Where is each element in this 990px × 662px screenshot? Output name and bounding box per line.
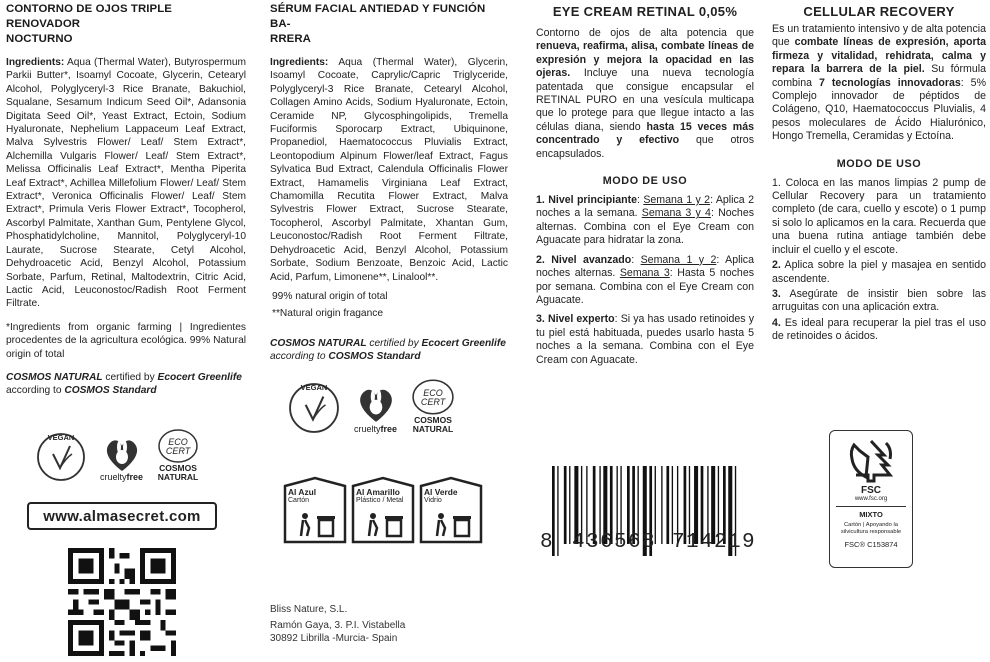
barcode-digits-right: 714219 [672, 531, 757, 554]
product-title-1: CONTORNO DE OJOS TRIPLE RENOVADOR NOCTURNO [6, 3, 173, 45]
barcode-digits-left: 436568 [572, 531, 657, 554]
eye-cream-column [536, 0, 754, 367]
cellular-recovery-column [772, 0, 986, 344]
usage-step-2: 2. Aplica sobre la piel y masajea en sentido ascendente. [772, 259, 986, 285]
product-title-3: EYE CREAM RETINAL 0,05% [552, 4, 738, 19]
ingredients-text: Ingredients: Aqua (Thermal Water), Glycerin, Isoamyl Cocoate, Caprylic/Capric Triglyceride, Polyglyceryl-3 Rice Branate, Cetearyl Alcohol, Collagen Amino Acids, Sodium Hyaluronate, Ectoin, Ceramide NP, Glycosphingolipids, Tremella Fuciformis Sporocarp Extract, Ubiquinone, Propanediol, Haematococcus Pluvialis Extract, Leontopodium Alpinum Flower/leaf Extract, Fagus Sylvatica Bud Extract, Calendula Officinalis Flower Extract, Hamamelis Virginiana Leaf Extract, Chamomilla Recutita Flower Extract, Malva Sylvestris Flower Extract, Sucrose Stearate, Tocopherol, Ascorbyl Palmitate, Xhantan Gum, Leuconostoc/Radish Root Ferment Filtrate, Dehydroacetic Acid, Benzyl Alcohol, Potassium Sorbate, Sodium Benzoate, Benzoic Acid, Lactic Acid, Parfum, Limonene**, Linalool**. [270, 57, 508, 283]
cosmos-cert-text: COSMOS NATURAL certified by Ecocert Greenlife according to COSMOS Standard [6, 371, 242, 397]
vegan-icon: VEGAN [36, 432, 86, 482]
usage-heading: MODO DE USO [602, 175, 688, 188]
ecocert-icon: ECO CERT COSMOS NATURAL [157, 428, 199, 482]
recycling-guide [283, 476, 483, 544]
fragrance-note: **Natural origin fragance [272, 308, 383, 320]
company-address: Bliss Nature, S.L. Ramón Gaya, 3. P.I. Vistabella 30892 Librilla -Murcia- Spain [270, 604, 406, 644]
usage-heading: MODO DE USO [836, 157, 922, 170]
cruelty-free-icon: crueltyfree [354, 385, 397, 434]
ingredients-text: Ingredients: Aqua (Thermal Water), Butyrospermum Parkii Butter*, Isoamyl Cocoate, Glycerin, Cetearyl Alcohol, Polyglyceryl-3 Rice Branate, Bakuchiol, Squalane, Sesamum Indicum Seed Oil*, Adansonia Digitata Seed Oil*, Yeast Extract, Ectoin, Sodium Hyaluronate, Nephelium Lappaceum Leaf Extract, Malva Sylvestris Flower/ Leaf/ Stem Extract*, Alchemilla Vulgaris Flower/ Leaf/ Stem Extract*, Melissa Officinalis Leaf Extract*, Mentha Piperita Leaf Extract*, Achillea Millefolium Flower/ Leaf/ Stem Extract*, Veronica Officinalis Flower/ Leaf/ Stem Extract*, Primula Veris Flower Extract*, Tocopherol, Ascorbyl Palmitate, Xanthan Gum, Pentylene Glycol, Phosphatidylcholine, Mannitol, Polyglyceryl-10 Laurate, Sucrose Stearate, Cetyl Alcohol, Dehydroacetic Acid, Benzyl Alcohol, Potassium Sorbate, Parfum, Retinal, Maltodextrin, Citric Acid, Lactic Acid, Leuconostoc/Radish Root Ferment Filtrate. [6, 57, 246, 310]
vegan-icon: VEGAN [288, 382, 340, 434]
recycling-box-green: Al Verde Vidrio [419, 476, 483, 544]
barcode-digit-prefix: 8 [540, 531, 555, 554]
ecocert-icon: ECO CERT COSMOS NATURAL [411, 378, 455, 434]
cert-logos-1 [36, 428, 199, 482]
usage-step-4: 4. Es ideal para recuperar la piel tras el uso de retinoides o ácidos. [772, 316, 986, 343]
product-title-2: SÉRUM FACIAL ANTIEDAD Y FUNCIÓN BA- RRERA [270, 3, 486, 45]
cert-logos-2 [288, 378, 455, 434]
cosmos-cert-text: COSMOS NATURAL certified by Ecocert Greenlife according to COSMOS Standard [270, 337, 506, 363]
usage-step-2: 2. Nivel avanzado: Semana 1 y 2: Aplica noches alternas. Semana 3: Hasta 5 noches por semana. Combina con el Eye Cream con Aguacate. [536, 253, 755, 306]
fsc-tree-icon [848, 437, 894, 483]
product-title-4: CELLULAR RECOVERY [803, 4, 955, 19]
usage-step-3: 3. Nivel experto: Si ya has usado retinoides y tu piel está habituada, puedes usarlo hasta 5 noches a la semana. Combina con el Eye Cream con Aguacate. [536, 313, 754, 366]
qr-code[interactable] [68, 548, 176, 656]
recycling-box-yellow: Al Amarillo Plástico / Metal [351, 476, 415, 544]
usage-step-3: 3. Asegúrate de insistir bien sobre las arruguitas con una aplicación extra. [772, 287, 986, 314]
usage-step-1: 1. Nivel principiante: Semana 1 y 2: Aplica 2 noches a la semana. Semana 3 y 4: Noches alternas. Combina con el Eye Cream con Aguacate para hidratar la zona. [536, 194, 755, 247]
website-link[interactable]: www.almasecret.com [27, 502, 217, 530]
usage-step-1: 1. Coloca en las manos limpias 2 pump de Cellular Recovery para un tratamiento completo (de cara, cuello y escote) o 1 pump si solo lo aplicamos en la cara. Recuerda que una buena rutina antiage también debe incluir el cuello y el escote. [772, 176, 986, 256]
natural-origin-note: 99% natural origin of total [272, 290, 388, 302]
product-description: Es un tratamiento intensivo y de alta potencia que combate líneas de expresión, aporta firmeza y vitalidad, rehidrata, calma y repara la barrera de la piel. Su fórmula combina 7 tecnologías innovadoras: 5% Complejo innovador de péptidos de Colágeno, Q10, Haematococcus Pluvialis, 4 pesos moleculares de Ácido Hialurónico, Hongo Tremella, Ceramidas y Ectoína. [772, 23, 986, 143]
eye-contour-column [6, 0, 246, 398]
organic-footnote: *Ingredients from organic farming | Ingredientes procedentes de la agricultura ecológica. 99% Natural origin of total [6, 321, 246, 360]
recycling-box-blue: Al Azul Cartón [283, 476, 347, 544]
product-description: Contorno de ojos de alta potencia que renueva, reafirma, alisa, combate líneas de expresión y mejora la opacidad en las ojeras. Incluye una nueva tecnología patentada que consigue encapsular el RETINAL PURO en una vesícula multicapa que lo protege para que llegue intacto a las células diana, siendo hasta 15 veces más concentrado y efectivo que otros encapsulados. [536, 27, 754, 160]
serum-column [270, 0, 508, 364]
cruelty-free-icon: crueltyfree [100, 437, 143, 482]
fsc-label: FSC www.fsc.org MIXTO Cartón | Apoyando la silvicultura responsable FSC® C153874 [829, 430, 913, 568]
